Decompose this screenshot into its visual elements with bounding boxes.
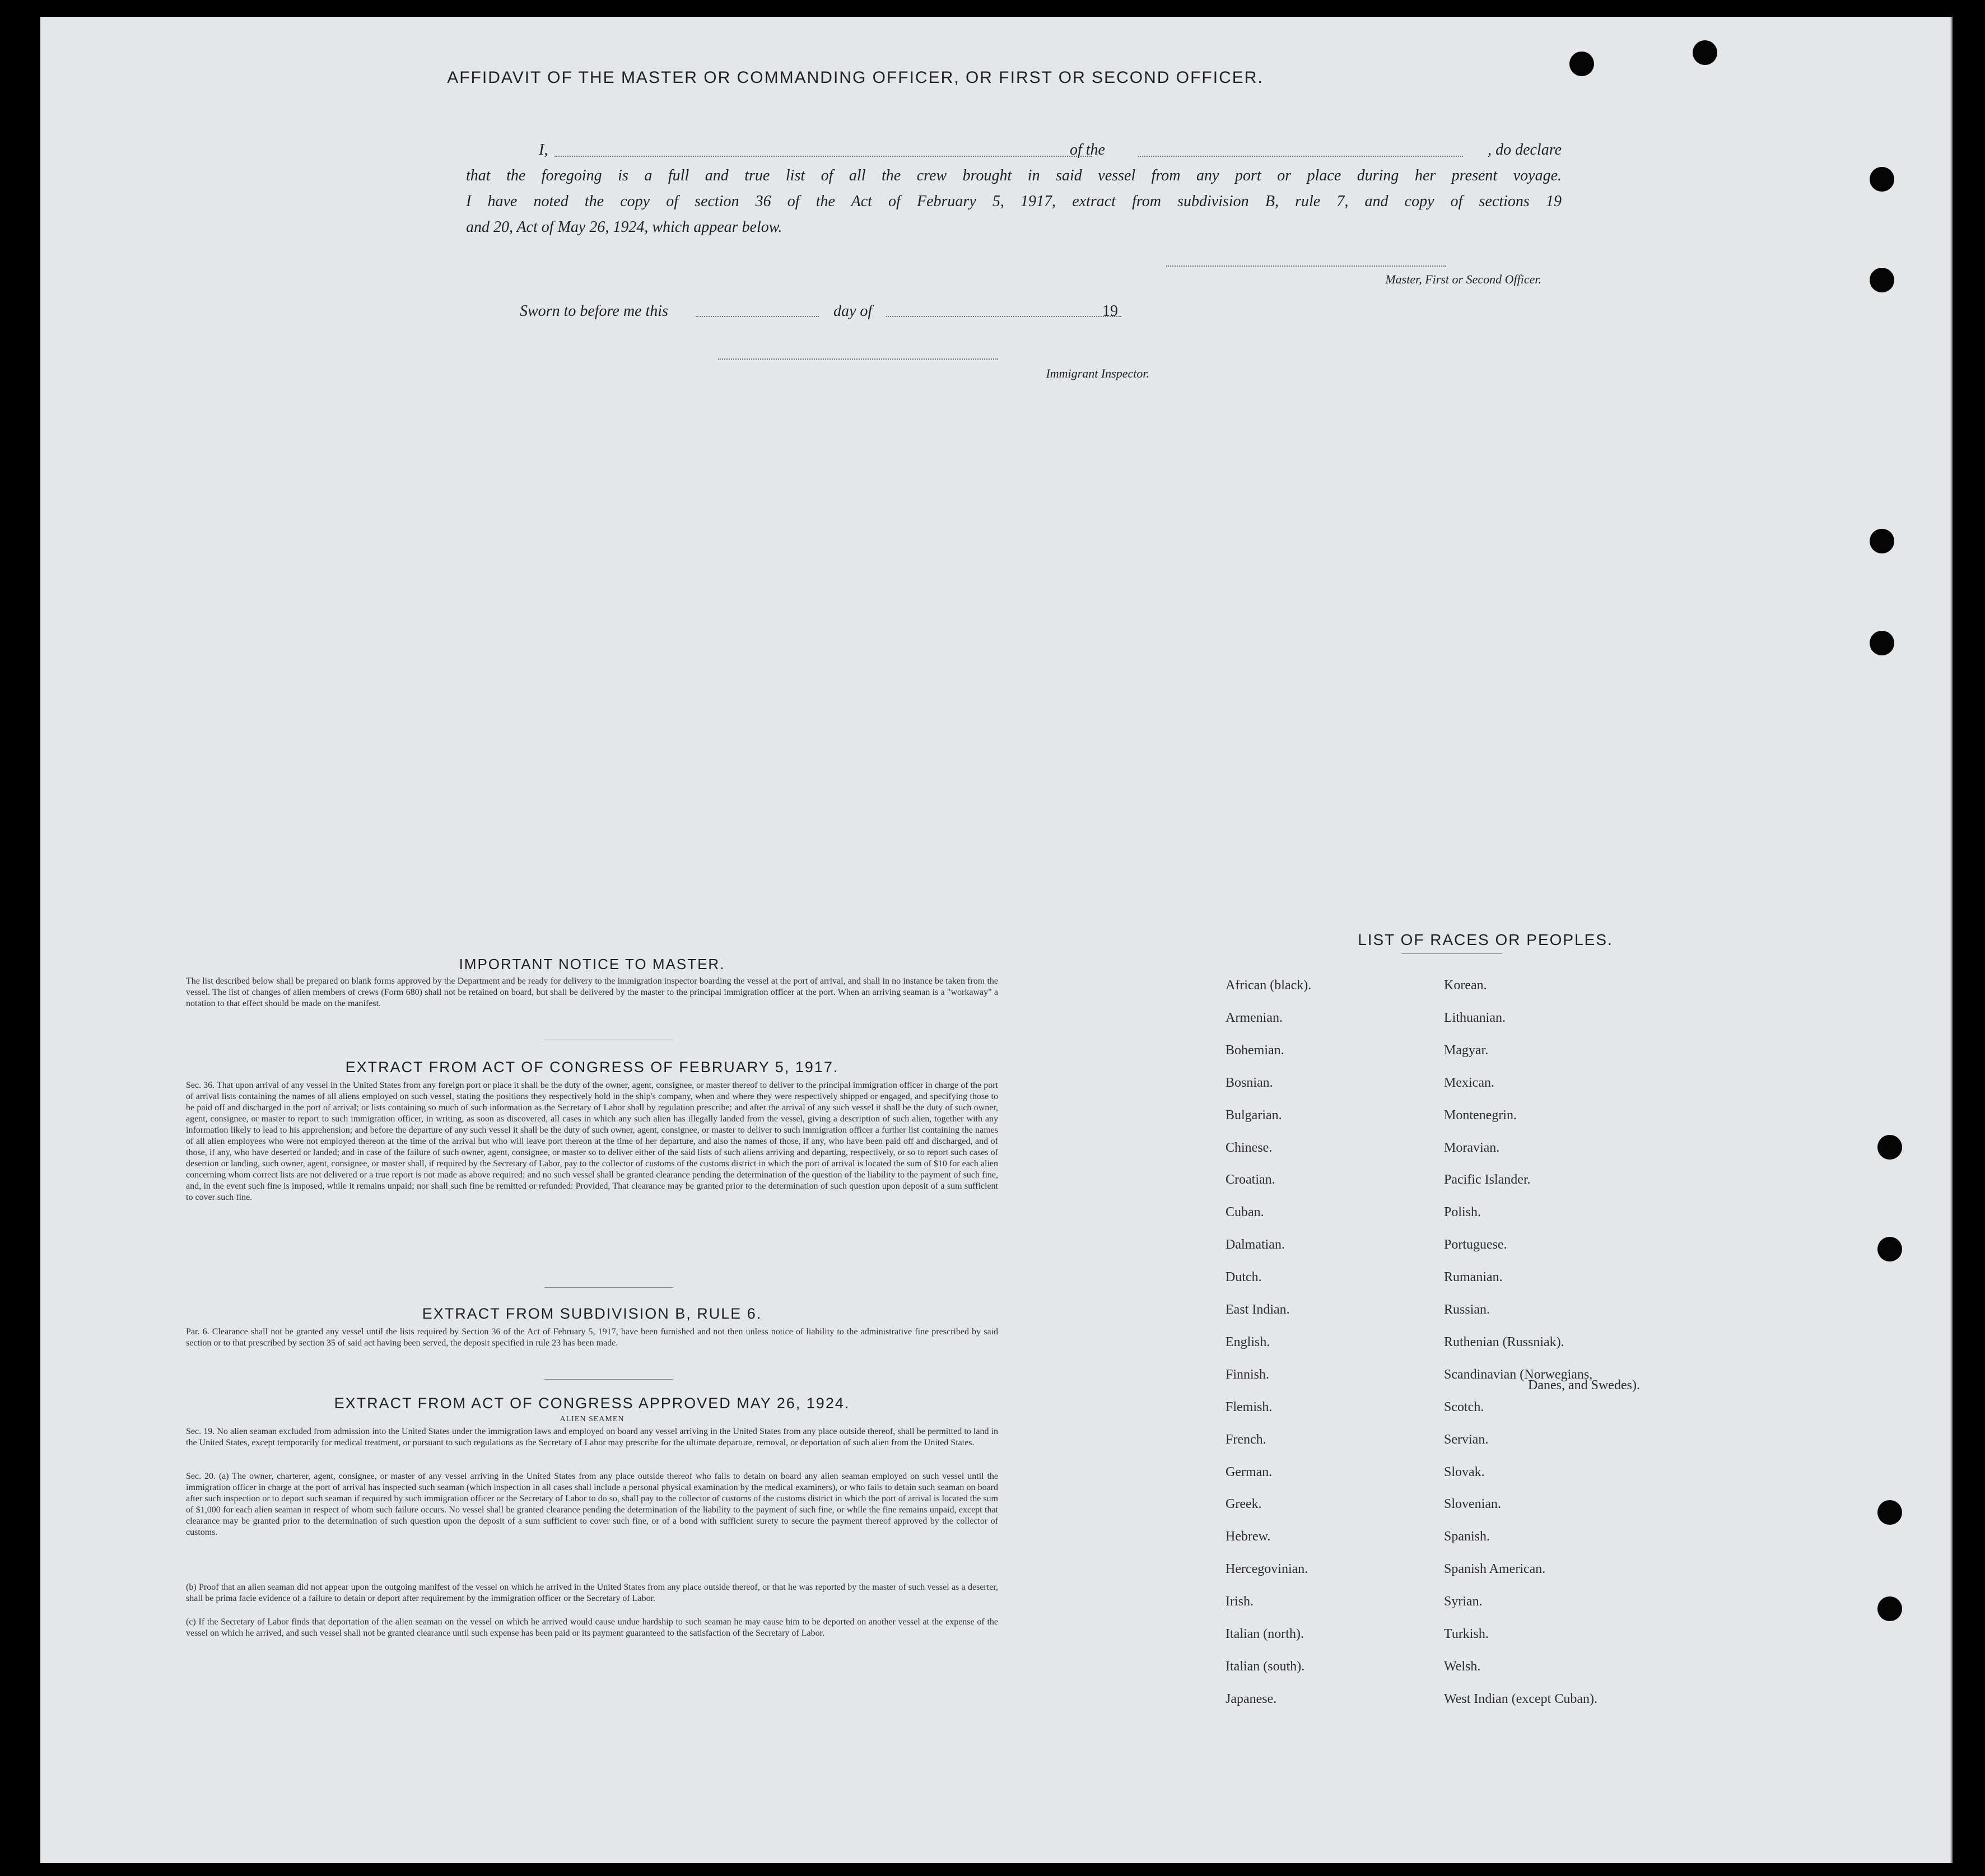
punch-hole-icon — [1877, 1237, 1902, 1261]
race-item: Turkish. — [1444, 1627, 1489, 1641]
sworn-day-of: day of — [833, 302, 873, 320]
sworn-day-line — [696, 316, 819, 317]
race-item-scandinavian-cont: Danes, and Swedes). — [1528, 1378, 1640, 1393]
race-item: Dalmatian. — [1226, 1237, 1285, 1252]
race-item: Spanish. — [1444, 1529, 1490, 1544]
punch-hole-icon — [1569, 52, 1594, 76]
race-item: Slovenian. — [1444, 1497, 1501, 1511]
inspector-caption: Immigrant Inspector. — [1046, 366, 1149, 380]
sworn-year: 19 — [1102, 302, 1118, 320]
race-item: Korean. — [1444, 978, 1487, 993]
race-item: Polish. — [1444, 1205, 1481, 1219]
race-item: Montenegrin. — [1444, 1108, 1517, 1123]
affidavit-title: AFFIDAVIT OF THE MASTER OR COMMANDING OFFICER, OR FIRST OR SECOND OFFICER. — [447, 68, 1264, 87]
sworn-prefix: Sworn to before me this — [520, 302, 668, 320]
race-item: East Indian. — [1226, 1302, 1290, 1317]
rule-6-title: EXTRACT FROM SUBDIVISION B, RULE 6. — [422, 1305, 762, 1322]
affidavit-line-4: and 20, Act of May 26, 1924, which appear below. — [466, 218, 782, 236]
race-item: Greek. — [1226, 1497, 1262, 1511]
punch-hole-icon — [1877, 1135, 1902, 1160]
officer-signature-line — [1166, 266, 1446, 267]
race-item: English. — [1226, 1335, 1270, 1349]
race-item: Rumanian. — [1444, 1270, 1503, 1284]
race-item: Armenian. — [1226, 1011, 1283, 1025]
affidavit-i: I, — [539, 141, 548, 159]
race-item: Scotch. — [1444, 1400, 1484, 1414]
race-item: Chinese. — [1226, 1141, 1273, 1155]
race-item: Magyar. — [1444, 1043, 1489, 1058]
punch-hole-icon — [1877, 1596, 1902, 1621]
race-item: Ruthenian (Russniak). — [1444, 1335, 1564, 1349]
sec-20c-body: (c) If the Secretary of Labor finds that deportation of the alien seaman on the vessel on which he arrived would cause undue hardship to such seaman he may cause him to be deported on another vessel at the expense of the vessel on which he arrived, and such vessel shall not be granted clearance until such expense has been paid or its payment guaranteed to the satisfaction of the Secretary of Labor. — [186, 1617, 998, 1638]
race-item: German. — [1226, 1465, 1273, 1479]
alien-seamen-subtitle: ALIEN SEAMEN — [560, 1415, 625, 1423]
inspector-signature-line — [718, 359, 998, 360]
form-sheet — [40, 17, 1951, 1863]
punch-hole-icon — [1870, 529, 1894, 553]
race-item: Japanese. — [1226, 1692, 1277, 1706]
punch-hole-icon — [1693, 40, 1717, 65]
race-item: Finnish. — [1226, 1367, 1270, 1382]
race-item: Italian (north). — [1226, 1627, 1304, 1641]
rule-6-body: Par. 6. Clearance shall not be granted any vessel until the lists required by Section 36 of the Act of February 5, 1917, have been furnished and not then unless notice of liability to the administrative fine prescribed by said section or to that prescribed by section 35 of said act having been served, the deposit specified in rule 23 has been made. — [186, 1327, 998, 1348]
race-item: Welsh. — [1444, 1659, 1481, 1674]
race-item: Bohemian. — [1226, 1043, 1284, 1058]
race-item: Hercegovinian. — [1226, 1562, 1308, 1576]
race-item: West Indian (except Cuban). — [1444, 1692, 1597, 1706]
race-item: Pacific Islander. — [1444, 1172, 1531, 1187]
race-item: Slovak. — [1444, 1465, 1485, 1479]
race-item: Irish. — [1226, 1594, 1254, 1609]
sworn-month-line — [886, 316, 1121, 317]
race-item: Russian. — [1444, 1302, 1490, 1317]
race-item: Syrian. — [1444, 1594, 1483, 1609]
affidavit-of-the: of the — [1070, 141, 1105, 159]
race-item: Portuguese. — [1444, 1237, 1507, 1252]
race-item: Scandinavian (Norwegians, — [1444, 1367, 1593, 1382]
punch-hole-icon — [1870, 268, 1894, 292]
race-item: Bosnian. — [1226, 1076, 1273, 1090]
affidavit-declare: , do declare — [1488, 141, 1562, 159]
section-divider — [544, 1287, 673, 1288]
name-blank-line — [555, 156, 1092, 157]
races-title-underline — [1401, 953, 1502, 954]
race-item: Italian (south). — [1226, 1659, 1305, 1674]
sheet-edge — [1951, 17, 1953, 1863]
extract-1924-title: EXTRACT FROM ACT OF CONGRESS APPROVED MAY 26, 1924. — [334, 1395, 850, 1412]
race-item: Dutch. — [1226, 1270, 1262, 1284]
punch-hole-icon — [1870, 631, 1894, 655]
sec-20b-body: (b) Proof that an alien seaman did not appear upon the outgoing manifest of the vessel on which he arrived in the United States from any place outside thereof, or that he was reported by the master of such vessel as a deserter, shall be prima facie evidence of a failure to detain or deport after requirement by the immigration officer or the Secretary of Labor. — [186, 1582, 998, 1603]
race-item: Lithuanian. — [1444, 1011, 1506, 1025]
extract-1917-title: EXTRACT FROM ACT OF CONGRESS OF FEBRUARY 5, 1917. — [345, 1059, 839, 1076]
race-item: African (black). — [1226, 978, 1312, 993]
section-divider — [544, 1379, 673, 1380]
race-item: Moravian. — [1444, 1141, 1500, 1155]
sec-20a-body: Sec. 20. (a) The owner, charterer, agent, consignee, or master of any vessel arriving in the United States from any place outside thereof who fails to detain on board any alien seaman employed on such vessel until the immigration officer in charge at the port of arrival has inspected such seaman (which inspection in all cases shall include a personal physical examination by the medical examiners), or who fails to detain such seaman on board after such inspection or to deport such seaman if required by such immigration officer or the Secretary of Labor to do so, shall pay to the collector of customs of the customs district in which the port of arrival is located the sum of $1,000 for each alien seaman in respect of whom such failure occurs. No vessel shall be granted clearance pending the determination of the liability to the payment of such fine, or while the fine remains unpaid, except that clearance may be granted prior to the determination of such question upon the deposit of a sum sufficient to cover such fine, or of a bond with sufficient surety to secure the payment thereof approved by the collector of customs. — [186, 1472, 998, 1537]
punch-hole-icon — [1877, 1500, 1902, 1525]
vessel-blank-line — [1138, 156, 1463, 157]
race-item: Spanish American. — [1444, 1562, 1546, 1576]
race-item: Hebrew. — [1226, 1529, 1271, 1544]
race-item: Bulgarian. — [1226, 1108, 1282, 1123]
race-item: French. — [1226, 1432, 1266, 1447]
notice-body: The list described below shall be prepared on blank forms approved by the Department and be ready for delivery to the immigration inspector boarding the vessel at the port of arrival, and shall in no instance be taken from the vessel. The list of changes of alien members of crews (Form 680) shall not be retained on board, but shall be delivered by the master to the principal immigration officer at the port. When an arriving seaman is a "workaway" a notation to that effect should be made on the manifest. — [186, 976, 998, 1008]
extract-1917-body: Sec. 36. That upon arrival of any vessel in the United States from any foreign port or place it shall be the duty of the owner, agent, consignee, or master thereof to deliver to the principal immigration officer in charge of the port of arrival lists containing the names of all aliens employed on such vessel, stating the positions they respectively hold in the ship's company, when and where they were respectively shipped or engaged, and specifying those to be paid off and discharged in the port of arrival; or lists containing so much of such information as the Secretary of Labor shall by regulation prescribe; and after the arrival of any such vessel it shall be the duty of such owner, agent, consignee, or master to report to such immigration officer, in writing, as soon as discovered, all cases in which any such alien has illegally landed from the vessel, giving a description of such alien, together with any information likely to lead to his apprehension; and before the departure of any such vessel it shall be the duty of such owner, agent, consignee, or master to deliver to such immigration officer a further list containing the names of all alien employees who were not employed thereon at the time of the arrival but who will leave port thereon at the time of her departure, and also the names of those, if any, who have been paid off and discharged, and of those, if any, who have deserted or landed; and in case of the failure of such owner, agent, consignee, or master so to deliver either of the said lists of such aliens arriving and departing, respectively, or so to report such cases of desertion or landing, such owner, agent, consignee, or master shall, if required by the Secretary of Labor, pay to the collector of customs of the customs district in which the port of arrival is located the sum of $10 for each alien concerning whom correct lists are not delivered or a true report is not made as above required; and no such vessel shall be granted clearance pending the determination of the question of the liability to the payment of such fine, and, in the event such fine is imposed, while it remains unpaid; nor shall such fine be remitted or refunded: Provided, That clearance may be granted prior to the determination of such question upon deposit of a sum sufficient to cover such fine. — [186, 1081, 998, 1202]
punch-hole-icon — [1870, 167, 1894, 192]
officer-caption: Master, First or Second Officer. — [1385, 272, 1541, 286]
notice-title: IMPORTANT NOTICE TO MASTER. — [459, 956, 725, 972]
race-item: Flemish. — [1226, 1400, 1273, 1414]
race-item: Croatian. — [1226, 1172, 1275, 1187]
race-item: Mexican. — [1444, 1076, 1494, 1090]
race-item: Cuban. — [1226, 1205, 1264, 1219]
affidavit-line-3: I have noted the copy of section 36 of the Act of February 5, 1917, extract from subdivision B, rule 7, and copy of sections 19 — [466, 193, 1562, 210]
affidavit-line-2: that the foregoing is a full and true list of all the crew brought in said vessel from any port or place during her present voyage. — [466, 167, 1562, 184]
race-item: Servian. — [1444, 1432, 1489, 1447]
races-title: LIST OF RACES OR PEOPLES. — [1358, 931, 1613, 948]
sec-19-body: Sec. 19. No alien seaman excluded from admission into the United States under the immigration laws and employed on board any vessel arriving in the United States from any place outside thereof, shall be permitted to land in the United States, except temporarily for medical treatment, or pursuant to such regulations as the Secretary of Labor may prescribe for the ultimate departure, removal, or deportation of such alien from the United States. — [186, 1427, 998, 1447]
